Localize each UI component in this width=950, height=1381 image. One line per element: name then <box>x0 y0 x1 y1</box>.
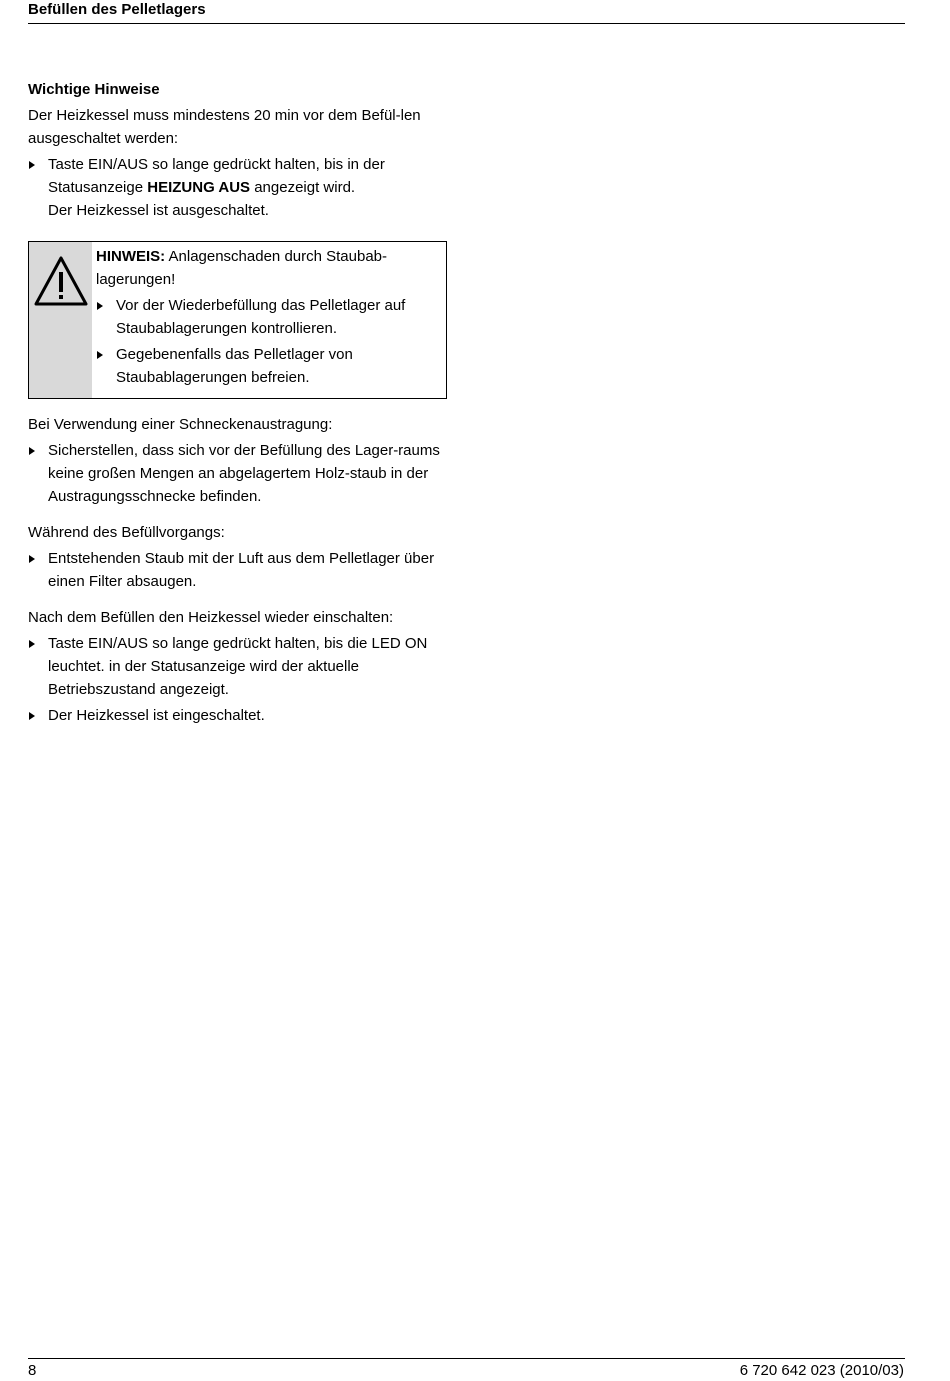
list-item: Taste EIN/AUS so lange gedrückt halten, bis die LED ON leuchtet. in der Statusanzeige wird der aktuelle Betriebszustand angezeigt. <box>28 632 448 701</box>
list-item: Entstehenden Staub mit der Luft aus dem Pelletlager über einen Filter absaugen. <box>28 547 448 593</box>
section-heading: Wichtige Hinweise <box>28 81 160 98</box>
step-result: Der Heizkessel ist ausgeschaltet. <box>48 202 269 219</box>
intro-paragraph: Der Heizkessel muss mindestens 20 min vor dem Befül-len ausgeschaltet werden: <box>28 107 421 147</box>
list-item: Vor der Wiederbefüllung das Pelletlager auf Staubablagerungen kontrollieren. <box>96 294 438 340</box>
after-intro: Nach dem Befüllen den Heizkessel wieder einschalten: <box>28 609 394 626</box>
filling-list <box>28 547 448 593</box>
step-text-pre: Taste EIN/AUS so lange gedrückt halten, bis in der Statusanzeige <box>48 156 385 196</box>
document-number: 6 720 642 023 (2010/03) <box>739 1362 904 1379</box>
filling-intro: Während des Befüllvorgangs: <box>28 524 225 541</box>
switch-off-steps <box>28 153 448 222</box>
screw-intro: Bei Verwendung einer Schneckenaustragung: <box>28 416 333 433</box>
notice-list <box>96 294 438 389</box>
list-item: Der Heizkessel ist eingeschaltet. <box>28 704 448 727</box>
notice-sidebar <box>29 242 92 398</box>
footer-rule <box>28 1358 905 1359</box>
notice-title: Anlagenschaden durch Staubab-lagerungen! <box>96 248 388 288</box>
main-column <box>28 78 448 730</box>
warning-triangle-icon <box>33 254 89 308</box>
after-list <box>28 632 448 727</box>
list-item: Gegebenenfalls das Pelletlager von Staubablagerungen befreien. <box>96 343 438 389</box>
notice-box <box>28 241 447 399</box>
notice-heading <box>96 245 438 291</box>
notice-label: HINWEIS: <box>96 248 166 265</box>
screw-list <box>28 439 448 508</box>
header-rule <box>28 23 905 24</box>
page-number: 8 <box>28 1362 37 1379</box>
running-header-title: Befüllen des Pelletlagers <box>28 1 206 18</box>
notice-body <box>92 242 446 398</box>
list-item <box>28 153 448 222</box>
step-text-post: angezeigt wird. <box>250 179 356 196</box>
list-item: Sicherstellen, dass sich vor der Befüllung des Lager-raums keine großen Mengen an abgelagertem Holz-staub in der Austragungsschnecke befinden. <box>28 439 448 508</box>
status-heizung-aus: HEIZUNG AUS <box>147 179 251 196</box>
